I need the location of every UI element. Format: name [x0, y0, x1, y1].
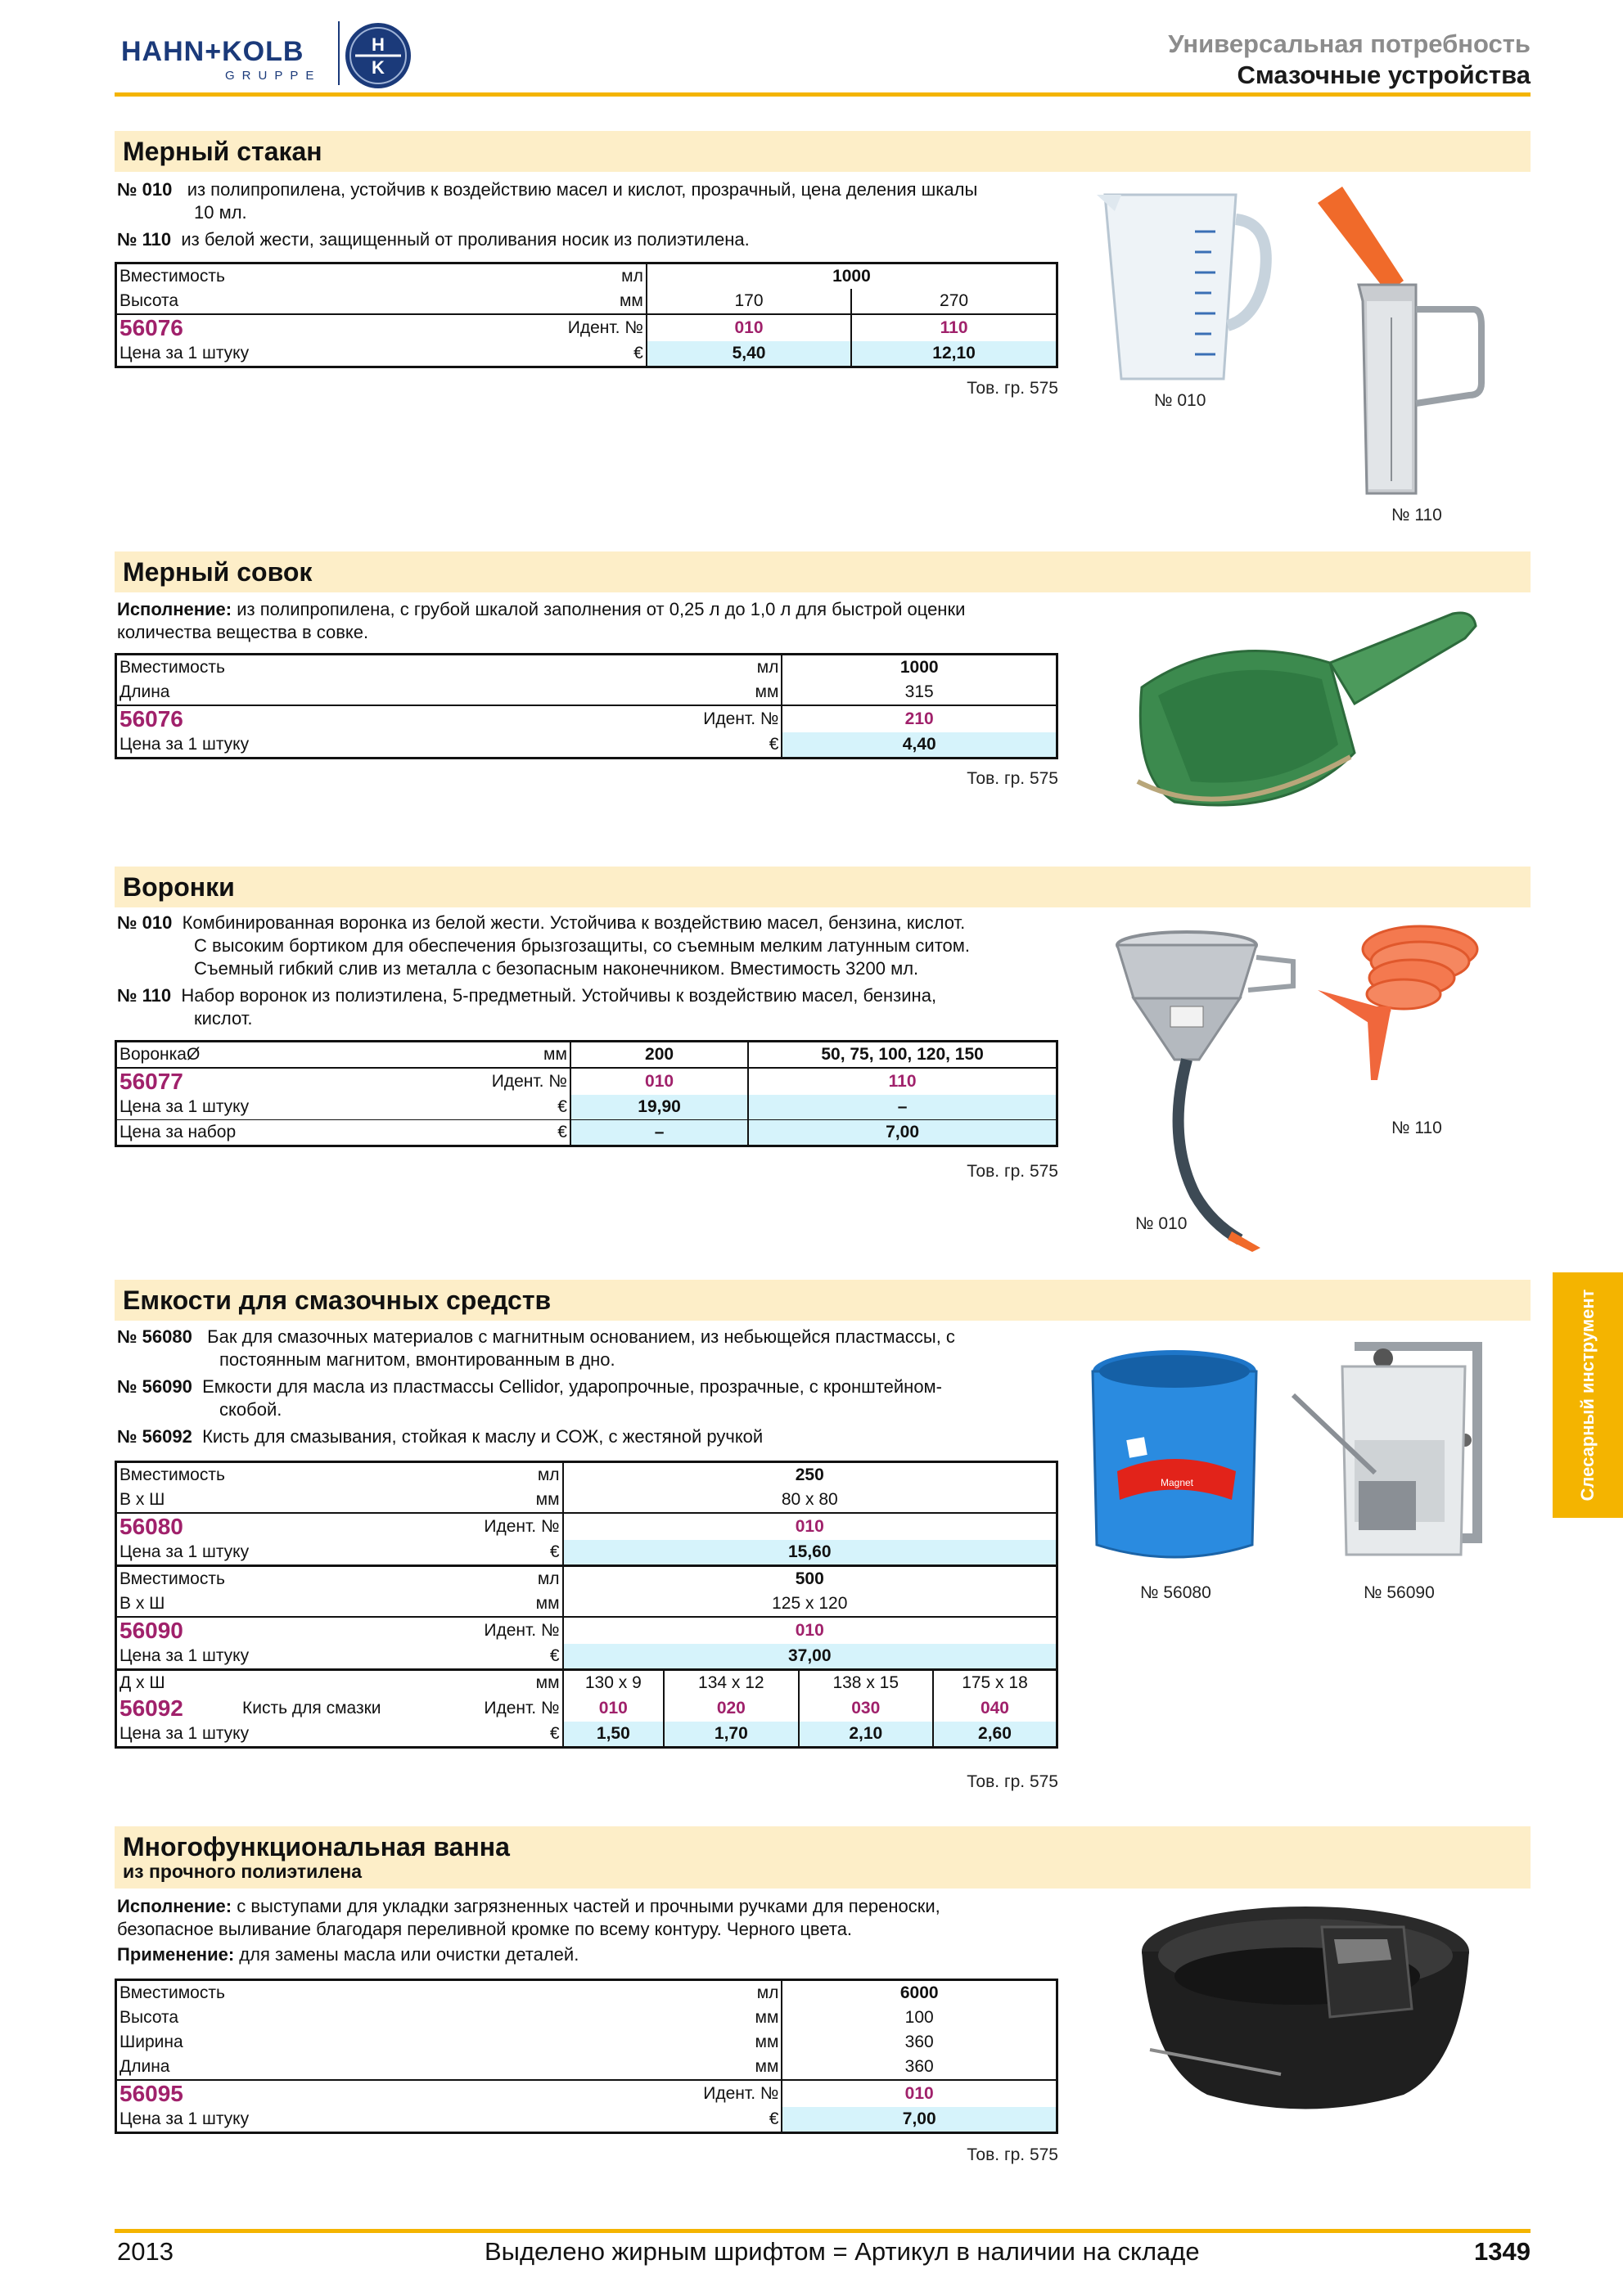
description-text: количества вещества в совке. — [117, 622, 369, 642]
table-cell: 1000 — [782, 655, 1057, 681]
description-text: с выступами для укладки загрязненных частей и прочными ручками для переноски, — [232, 1896, 940, 1916]
row-label: Цена за 1 штуку € — [116, 1540, 563, 1566]
hk-logo-icon — [344, 21, 413, 90]
oil-can-image — [1310, 187, 1514, 502]
description-text: кислот. — [194, 1008, 253, 1029]
product-group: Тов. гр. 575 — [967, 2145, 1058, 2164]
price-cell: 5,40 — [647, 341, 851, 367]
product-group: Тов. гр. 575 — [967, 379, 1058, 398]
article-number: 56092 — [119, 1695, 183, 1721]
image-caption: № 56080 — [1140, 1583, 1211, 1602]
section-subtitle: из прочного полиэтилена — [123, 1861, 363, 1882]
row-label: Вместимость мл — [119, 1983, 779, 2002]
table-cell: 315 — [782, 680, 1057, 705]
table-cell: 360 — [782, 2055, 1057, 2080]
label-execution: Исполнение: — [117, 599, 232, 619]
article-row-label: 56076 Идент. № — [119, 706, 779, 732]
price-cell: 1,50 — [563, 1722, 665, 1748]
price-cell: – — [748, 1095, 1057, 1120]
article-number: 56077 — [119, 1069, 183, 1094]
table-cell: 134 x 12 — [664, 1670, 798, 1696]
spec-table — [115, 1461, 1058, 1749]
table-cell: 125 x 120 — [563, 1591, 1057, 1617]
price-cell: 15,60 — [563, 1540, 1057, 1566]
item-number: № 110 — [117, 985, 172, 1006]
row-label: Цена за 1 штуку € — [116, 341, 647, 367]
tub-image — [1134, 1902, 1477, 2115]
description-text: Набор воронок из полиэтилена, 5-предметный. Устойчивы к воздействию масел, бензина, — [181, 985, 937, 1006]
table-cell: 6000 — [782, 1980, 1057, 2006]
row-label: ВоронкаØ мм — [119, 1045, 567, 1064]
article-number: 56095 — [119, 2081, 183, 2106]
article-number: 56076 — [119, 706, 183, 732]
header-subcategory: Смазочные устройства — [1237, 61, 1531, 89]
side-tab-label: Слесарный инструмент — [1577, 1289, 1598, 1501]
spec-table — [115, 653, 1058, 759]
ident-cell: 030 — [799, 1695, 933, 1722]
ident-cell: 040 — [933, 1695, 1057, 1722]
row-label: Цена за 1 штуку € — [116, 1644, 563, 1670]
table-cell: 360 — [782, 2030, 1057, 2055]
article-row-label: 56090 Идент. № — [119, 1618, 560, 1643]
ident-cell: 110 — [851, 314, 1057, 341]
price-cell: 1,70 — [664, 1722, 798, 1748]
ident-cell: 110 — [748, 1068, 1057, 1095]
label-application: Применение: — [117, 1944, 235, 1965]
ident-cell: 010 — [647, 314, 851, 341]
price-cell: – — [570, 1120, 748, 1146]
header — [0, 0, 1623, 98]
spec-table — [115, 1979, 1058, 2134]
row-label: Цена за набор € — [116, 1120, 570, 1146]
ident-cell: 010 — [570, 1068, 748, 1095]
description-text: постоянным магнитом, вмонтированным в дно. — [219, 1349, 615, 1370]
plastic-funnel-set-image — [1314, 925, 1485, 1113]
scoop-image — [1125, 606, 1477, 822]
section-bar — [115, 1826, 1531, 1889]
table-cell: 50, 75, 100, 120, 150 — [748, 1042, 1057, 1069]
table-cell: 170 — [647, 289, 851, 314]
description-text: Кисть для смазывания, стойкая к маслу и СОЖ, с жестяной ручкой — [202, 1426, 764, 1447]
table-cell: 270 — [851, 289, 1057, 314]
article-row-label: 56076 Идент. № — [119, 315, 643, 340]
table-cell: 100 — [782, 2006, 1057, 2030]
description-text: С высоким бортиком для обеспечения брызгозащиты, со съемным мелким латунным ситом. — [194, 935, 970, 956]
table-cell: 200 — [570, 1042, 748, 1069]
table-cell: 130 x 9 — [563, 1670, 665, 1696]
section-bar — [115, 131, 1531, 172]
row-label: Цена за 1 штуку € — [116, 1095, 570, 1120]
price-cell: 2,10 — [799, 1722, 933, 1748]
row-label: Высота мм — [119, 2008, 779, 2027]
metal-funnel-image — [1105, 925, 1310, 1252]
row-label: В х Ш мм — [119, 1490, 560, 1509]
footer-year: 2013 — [117, 2237, 174, 2266]
description-text: Емкости для масла из пластмассы Cellidor, ударопрочные, прозрачные, с кронштейном- — [202, 1376, 943, 1397]
price-cell: 12,10 — [851, 341, 1057, 367]
article-number: 56090 — [119, 1618, 183, 1643]
section-title: Мерный совок — [123, 557, 313, 587]
price-cell: 7,00 — [748, 1120, 1057, 1146]
price-cell: 2,60 — [933, 1722, 1057, 1748]
footer-note: Выделено жирным шрифтом = Артикул в наличии на складе — [485, 2237, 1200, 2266]
svg-text:K: K — [372, 57, 385, 78]
item-number: № 56092 — [117, 1426, 192, 1447]
label-execution: Исполнение: — [117, 1896, 232, 1916]
section-bar — [115, 551, 1531, 592]
logo-main-text: HAHN+KOLB — [121, 36, 304, 67]
ident-cell: 010 — [782, 2080, 1057, 2107]
ident-cell: 010 — [563, 1617, 1057, 1644]
ident-cell: 020 — [664, 1695, 798, 1722]
row-label: Вместимость мл — [119, 658, 779, 677]
image-caption: № 010 — [1154, 391, 1206, 410]
row-label: Цена за 1 штуку € — [116, 732, 782, 759]
row-label: В х Ш мм — [119, 1594, 560, 1613]
row-label: Высота мм — [119, 291, 643, 310]
description-text: скобой. — [219, 1399, 282, 1420]
side-tab[interactable] — [1553, 1272, 1623, 1518]
container-sticker-text: Magnet — [1160, 1477, 1194, 1488]
section-title: Воронки — [123, 872, 235, 902]
row-label: Вместимость мл — [119, 1465, 560, 1484]
product-group: Тов. гр. 575 — [967, 1772, 1058, 1791]
image-caption: № 110 — [1391, 1119, 1442, 1137]
row-label: Длина мм — [119, 2057, 779, 2076]
row-label: Вместимость мл — [119, 1569, 560, 1588]
article-description: Кисть для смазки — [242, 1699, 381, 1717]
description-text: безопасное выливание благодаря переливной кромке по всему контуру. Черного цвета. — [117, 1919, 853, 1939]
price-cell: 37,00 — [563, 1644, 1057, 1670]
section-description — [117, 1326, 1083, 1448]
item-number: № 110 — [117, 229, 172, 250]
section-bar — [115, 1280, 1531, 1321]
section-description — [117, 1895, 1066, 1966]
ident-cell: 010 — [563, 1695, 665, 1722]
description-text: 10 мл. — [194, 202, 247, 223]
table-cell: 1000 — [647, 263, 1057, 290]
section-title: Емкости для смазочных средств — [123, 1285, 552, 1315]
wall-container-image — [1277, 1342, 1490, 1579]
section-bar — [115, 867, 1531, 907]
description-text: из полипропилена, устойчив к воздействию масел и кислот, прозрачный, цена деления шкалы — [187, 179, 978, 200]
product-group: Тов. гр. 575 — [967, 769, 1058, 788]
logo-divider — [338, 21, 340, 85]
product-group: Тов. гр. 575 — [967, 1162, 1058, 1181]
section-title: Многофункциональная ванна — [123, 1832, 510, 1862]
article-row-label: 56095 Идент. № — [119, 2081, 779, 2106]
row-label: Цена за 1 штуку € — [116, 1722, 563, 1748]
table-cell: 80 x 80 — [563, 1488, 1057, 1513]
magnetic-container-image — [1089, 1348, 1260, 1569]
description-text: Съемный гибкий слив из металла с безопасным наконечником. Вместимость 3200 мл. — [194, 958, 919, 979]
image-caption: № 010 — [1135, 1214, 1188, 1233]
description-text: Бак для смазочных материалов с магнитным основанием, из небьющейся пластмассы, с — [207, 1326, 955, 1347]
row-label: Длина мм — [119, 682, 779, 701]
page-number: 1349 — [1474, 2237, 1531, 2266]
description-text: для замены масла или очистки деталей. — [234, 1944, 579, 1965]
spec-table — [115, 1040, 1058, 1147]
article-row-label: 56092 Кисть для смазки Идент. № — [119, 1695, 560, 1721]
item-number: № 010 — [117, 912, 173, 933]
table-cell: 175 x 18 — [933, 1670, 1057, 1696]
section-description — [117, 912, 1083, 1030]
description-text: из белой жести, защищенный от проливания носик из полиэтилена. — [181, 229, 750, 250]
section-description — [117, 178, 1066, 251]
table-cell: 500 — [563, 1566, 1057, 1592]
row-label: Ширина мм — [119, 2033, 779, 2051]
svg-text:H: H — [372, 34, 385, 55]
article-number: 56076 — [119, 315, 183, 340]
price-cell: 7,00 — [782, 2107, 1057, 2133]
item-number: № 010 — [117, 179, 173, 200]
footer-rule — [115, 2229, 1531, 2233]
price-cell: 4,40 — [782, 732, 1057, 759]
logo-sub-text: GRUPPE — [225, 69, 322, 83]
ident-cell: 210 — [782, 705, 1057, 732]
row-label: Вместимость мл — [119, 267, 643, 286]
header-category: Универсальная потребность — [1168, 29, 1531, 58]
table-cell: 138 x 15 — [799, 1670, 933, 1696]
section-title: Мерный стакан — [123, 137, 322, 166]
price-cell: 19,90 — [570, 1095, 748, 1120]
ident-cell: 010 — [563, 1513, 1057, 1540]
table-cell: 250 — [563, 1462, 1057, 1488]
description-text: из полипропилена, с грубой шкалой заполнения от 0,25 л до 1,0 л для быстрой оценки — [232, 599, 966, 619]
article-number: 56080 — [119, 1514, 183, 1539]
row-label: Д х Ш мм — [119, 1673, 560, 1692]
section-description — [117, 598, 1066, 644]
item-number: № 56090 — [117, 1376, 192, 1397]
measuring-cup-image — [1072, 187, 1277, 391]
article-row-label: 56077 Идент. № — [119, 1069, 567, 1094]
header-rule — [115, 92, 1531, 97]
row-label: Цена за 1 штуку € — [116, 2107, 782, 2133]
description-text: Комбинированная воронка из белой жести. Устойчива к воздействию масел, бензина, кислот. — [182, 912, 966, 933]
spec-table — [115, 262, 1058, 368]
image-caption: № 56090 — [1364, 1583, 1435, 1602]
item-number: № 56080 — [117, 1326, 192, 1347]
article-row-label: 56080 Идент. № — [119, 1514, 560, 1539]
image-caption: № 110 — [1391, 506, 1442, 524]
